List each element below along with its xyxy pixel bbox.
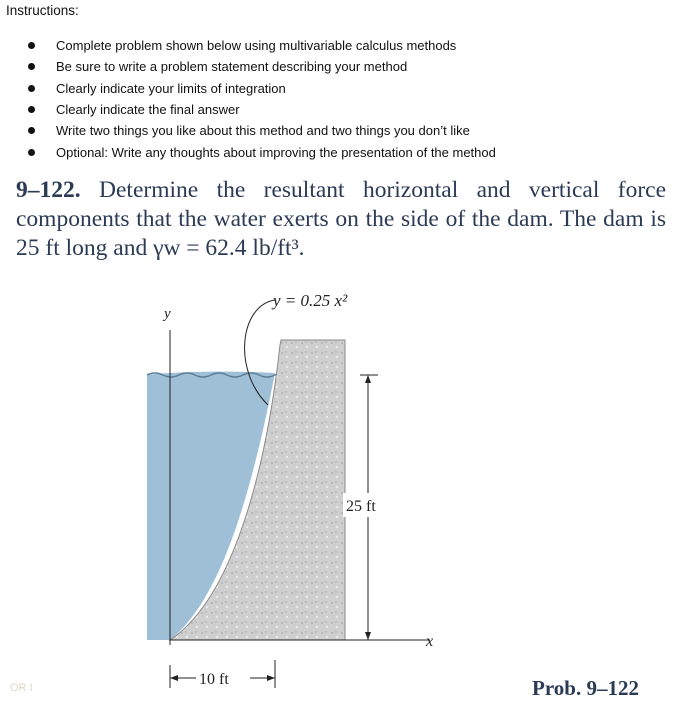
figure-caption: Prob. 9–122 bbox=[532, 676, 639, 700]
x-axis-label: x bbox=[426, 633, 434, 650]
list-item: Write two things you like about this method and two things you don’t like bbox=[28, 120, 496, 141]
width-arrow-right-icon bbox=[267, 675, 275, 681]
height-arrow-top-icon bbox=[365, 375, 371, 383]
curve-label: y = 0.25 x² bbox=[273, 291, 348, 310]
list-item: Complete problem shown below using multivariable calculus methods bbox=[28, 35, 496, 56]
list-item: Clearly indicate your limits of integration bbox=[28, 78, 496, 99]
problem-number: 9–122. bbox=[16, 177, 81, 203]
instructions-title: Instructions: bbox=[6, 3, 79, 18]
problem-text: Determine the resultant horizontal and vertical force components that the water exerts on the side of the dam. The dam is 25 ft long and γw = 62.4 lb/ft³. bbox=[16, 177, 667, 261]
width-label: 10 ft bbox=[199, 671, 229, 688]
height-label: 25 ft bbox=[346, 498, 376, 515]
y-axis-label: y bbox=[164, 306, 171, 322]
list-item: Be sure to write a problem statement describing your method bbox=[28, 56, 496, 77]
list-item: Clearly indicate the final answer bbox=[28, 99, 496, 120]
width-arrow-left-icon bbox=[170, 675, 178, 681]
height-arrow-bottom-icon bbox=[365, 632, 371, 640]
faint-text: OR I bbox=[10, 682, 33, 694]
list-item: Optional: Write any thoughts about improving the presentation of the method bbox=[28, 141, 496, 162]
